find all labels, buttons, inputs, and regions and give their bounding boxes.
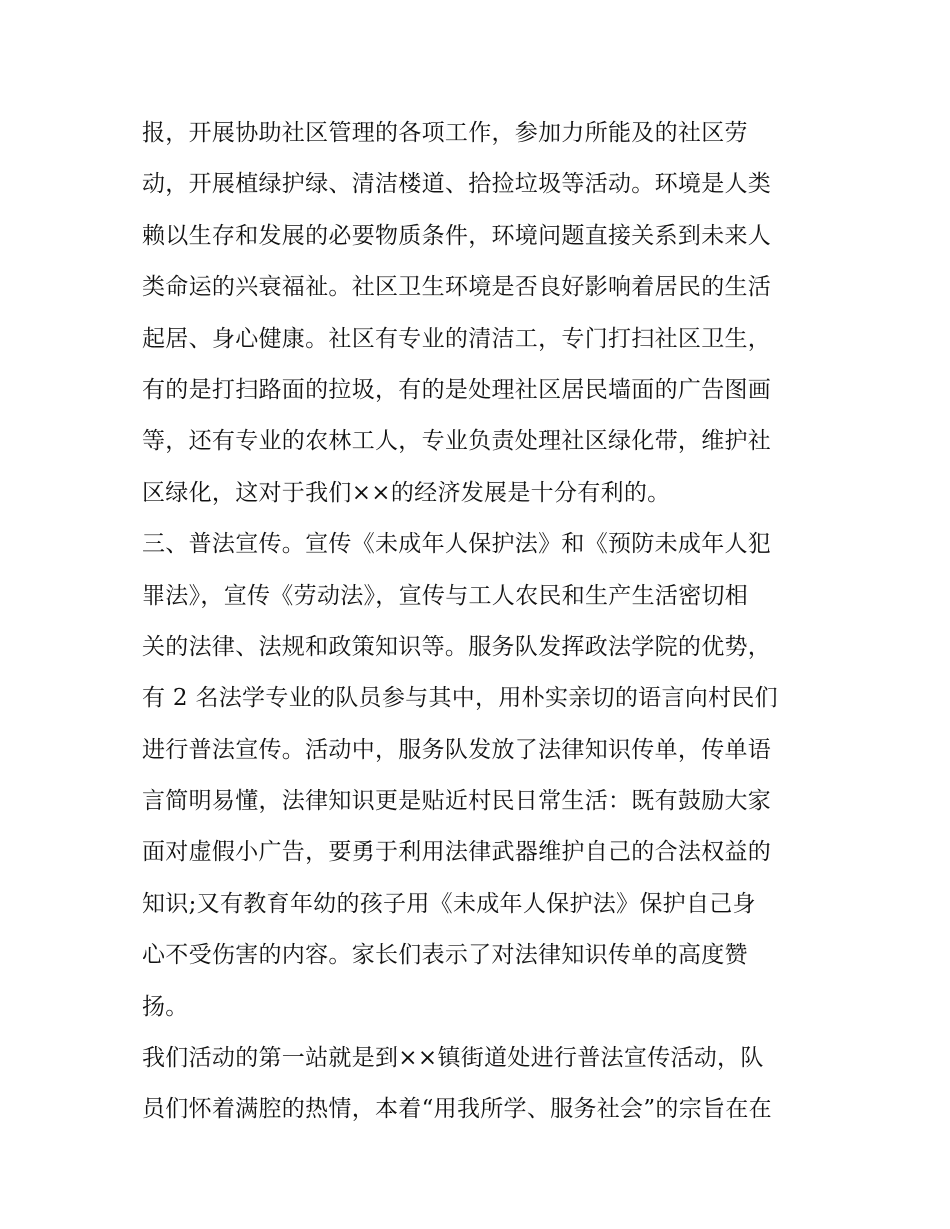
text-line: 区绿化，这对于我们××的经济发展是十分有利的。 [142, 479, 671, 506]
text-line: 我们活动的第一站就是到××镇街道处进行普法宣传活动，队 [142, 1045, 764, 1072]
text-line: 关的法律、法规和政策知识等。服务队发挥政法学院的优势， [142, 633, 772, 660]
text-line: 赖以生存和发展的必要物质条件，环境问题直接关系到未来人 [142, 222, 772, 249]
body-text [142, 108, 822, 1136]
text-line: 进行普法宣传。活动中，服务队发放了法律知识传单，传单语 [142, 736, 772, 763]
text-line: 扬。 [142, 993, 189, 1020]
text-line: 有的是打扫路面的拉圾，有的是处理社区居民墙面的广告图画 [142, 376, 772, 403]
text-line: 心不受伤害的内容。家长们表示了对法律知识传单的高度赞 [142, 942, 748, 969]
text-line: 动，开展植绿护绿、清洁楼道、拾捡垃圾等活动。环境是人类 [142, 171, 772, 198]
text-line: 知识;又有教育年幼的孩子用《未成年人保护法》保护自己身 [142, 890, 756, 917]
text-line: 等，还有专业的农林工人，专业负责处理社区绿化带，维护社 [142, 428, 772, 455]
text-line: 类命运的兴衰福祉。社区卫生环境是否良好影响着居民的生活 [142, 274, 772, 301]
text-line: 三、普法宣传。宣传《未成年人保护法》和《预防未成年人犯 [142, 531, 772, 558]
text-line: 言简明易懂，法律知识更是贴近村民日常生活：既有鼓励大家 [142, 788, 772, 815]
text-line: 面对虚假小广告，要勇于利用法律武器维护自己的合法权益的 [142, 839, 772, 866]
text-line: 罪法》，宣传《劳动法》，宣传与工人农民和生产生活密切相 [142, 582, 749, 609]
text-line: 报，开展协助社区管理的各项工作，参加力所能及的社区劳 [142, 120, 748, 146]
text-line: 员们怀着满腔的热情，本着“用我所学、服务社会”的宗旨在在 [142, 1096, 772, 1123]
text-line: 起居、身心健康。社区有专业的清洁工，专门打扫社区卫生， [142, 325, 772, 352]
text-line: 有 2 名法学专业的队员参与其中，用朴实亲切的语言向村民们 [142, 685, 778, 712]
